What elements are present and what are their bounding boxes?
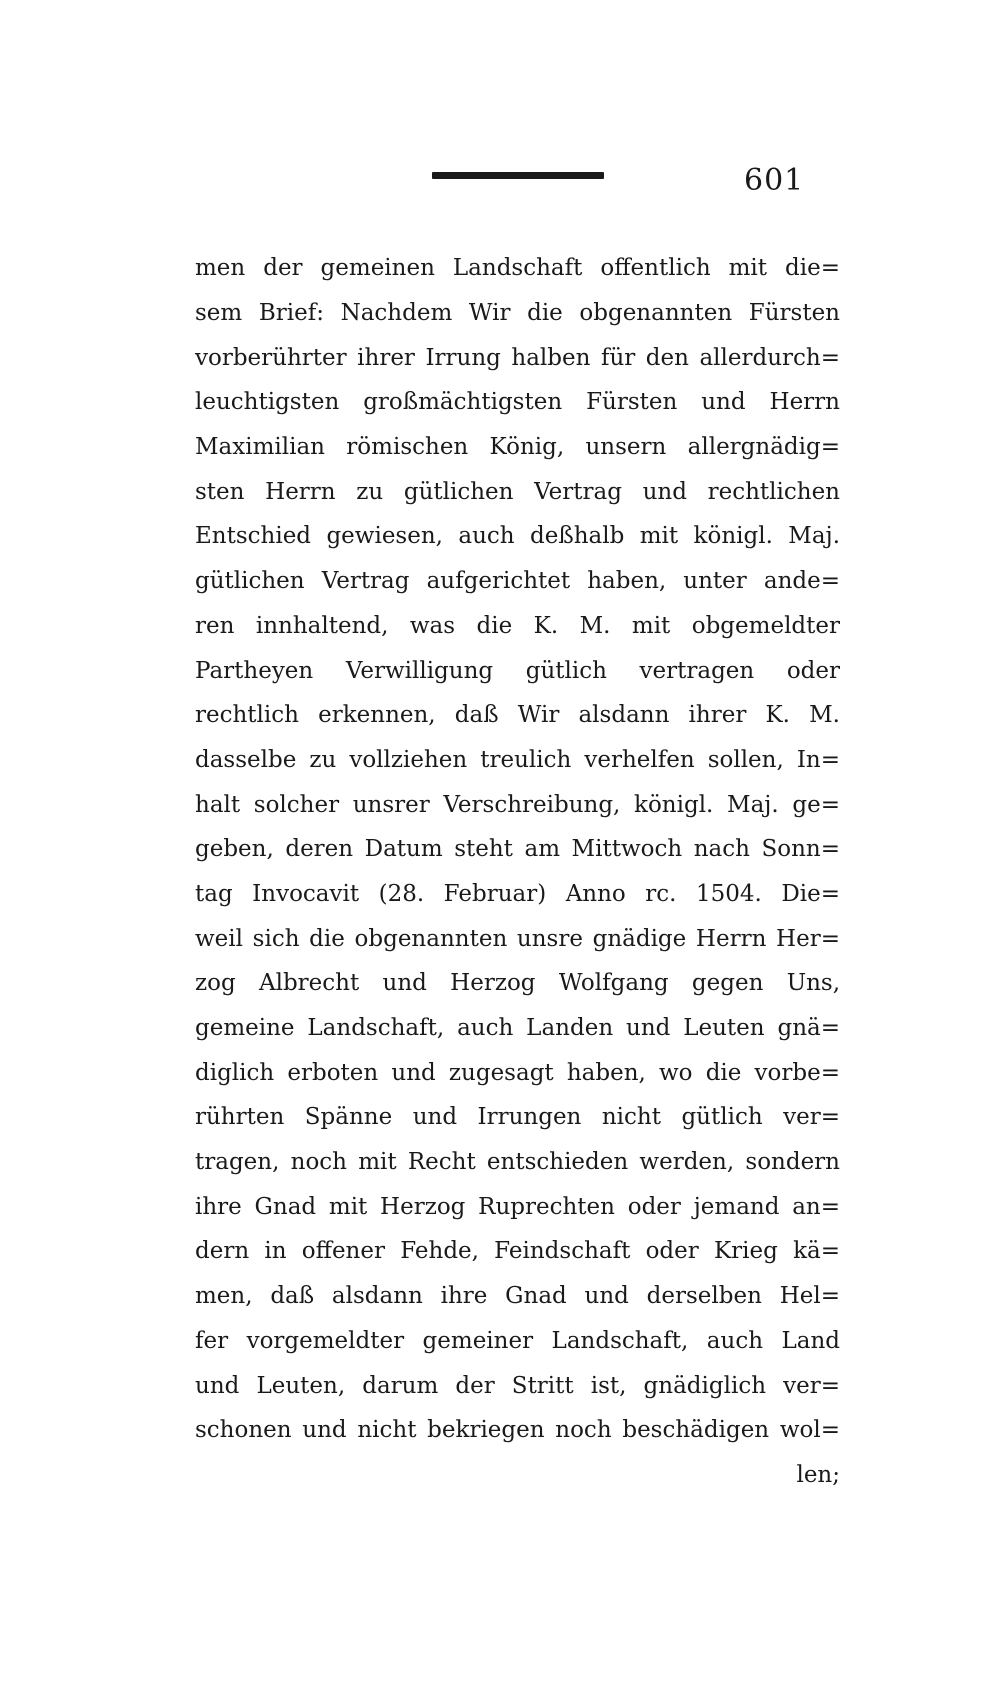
text-line	[195, 1184, 840, 1229]
text-line	[195, 559, 840, 604]
text-line-content: und Leuten, darum der Stritt ist, gnädiglich ver=	[195, 1372, 840, 1399]
text-line-content: men, daß alsdann ihre Gnad und derselben Hel=	[195, 1283, 840, 1310]
text-line	[195, 1274, 840, 1319]
text-line-content: ren innhaltend, was die K. M. mit obgemeldter	[195, 612, 840, 639]
text-line-content: Entschied gewiesen, auch deßhalb mit königl. Maj.	[195, 523, 840, 550]
text-line	[195, 1050, 840, 1095]
text-line	[195, 1319, 840, 1364]
text-line-content: geben, deren Datum steht am Mittwoch nach Sonn=	[195, 836, 840, 863]
text-line-content: ihre Gnad mit Herzog Ruprechten oder jemand an=	[195, 1193, 840, 1220]
text-line-content: halt solcher unsrer Verschreibung, königl. Maj. ge=	[195, 791, 840, 818]
text-line	[195, 738, 840, 783]
text-line-content: zog Albrecht und Herzog Wolfgang gegen Uns,	[195, 970, 840, 997]
text-line	[195, 469, 840, 514]
text-line-content: Maximilian römischen König, unsern allergnädig=	[195, 434, 840, 461]
text-line-content: sten Herrn zu gütlichen Vertrag und rechtlichen	[195, 478, 840, 505]
text-line	[195, 782, 840, 827]
header-rule	[432, 172, 604, 179]
text-line-content: rechtlich erkennen, daß Wir alsdann ihrer K. M.	[195, 702, 840, 729]
text-line-content: tag Invocavit (28. Februar) Anno rc. 1504. Die=	[195, 880, 840, 907]
text-line-content: men der gemeinen Landschaft offentlich mit die=	[195, 255, 840, 282]
text-line	[195, 1229, 840, 1274]
text-line-catchword	[195, 1453, 840, 1498]
text-line	[195, 425, 840, 470]
text-line-content: len;	[796, 1461, 840, 1488]
text-line-content: dasselbe zu vollziehen treulich verhelfen sollen, In=	[195, 746, 840, 773]
text-line	[195, 872, 840, 917]
text-line-content: dern in offener Fehde, Feindschaft oder Krieg kä=	[195, 1238, 840, 1265]
text-line	[195, 335, 840, 380]
text-line	[195, 604, 840, 649]
text-line	[195, 1095, 840, 1140]
text-line	[195, 1140, 840, 1185]
text-line-content: vorberührter ihrer Irrung halben für den allerdurch=	[195, 344, 840, 371]
text-line-content: gemeine Landschaft, auch Landen und Leuten gnä=	[195, 1015, 840, 1042]
text-line	[195, 648, 840, 693]
text-line-content: rührten Spänne und Irrungen nicht gütlich ver=	[195, 1104, 840, 1131]
text-line	[195, 1006, 840, 1051]
text-line-content: weil sich die obgenannten unsre gnädige Herrn Her=	[195, 925, 840, 952]
text-line-content: diglich erboten und zugesagt haben, wo die vorbe=	[195, 1059, 840, 1086]
text-line	[195, 961, 840, 1006]
text-line-content: fer vorgemeldter gemeiner Landschaft, auch Land	[195, 1327, 840, 1354]
text-line-content: tragen, noch mit Recht entschieden werden, sondern	[195, 1149, 840, 1176]
text-line	[195, 1408, 840, 1453]
text-line	[195, 291, 840, 336]
text-line-content: schonen und nicht bekriegen noch beschädigen wol=	[195, 1417, 840, 1444]
text-line	[195, 827, 840, 872]
text-line	[195, 916, 840, 961]
text-line	[195, 380, 840, 425]
text-line	[195, 246, 840, 291]
text-line	[195, 693, 840, 738]
text-line	[195, 514, 840, 559]
text-line-content: leuchtigsten großmächtigsten Fürsten und Herrn	[195, 389, 840, 416]
text-line	[195, 1363, 840, 1408]
page-number: 601	[744, 163, 805, 198]
text-line-content: Partheyen Verwilligung gütlich vertragen oder	[195, 657, 840, 684]
text-line-content: gütlichen Vertrag aufgerichtet haben, unter ande=	[195, 568, 840, 595]
text-line-content: sem Brief: Nachdem Wir die obgenannten Fürsten	[195, 300, 840, 327]
body-text	[195, 246, 840, 1497]
